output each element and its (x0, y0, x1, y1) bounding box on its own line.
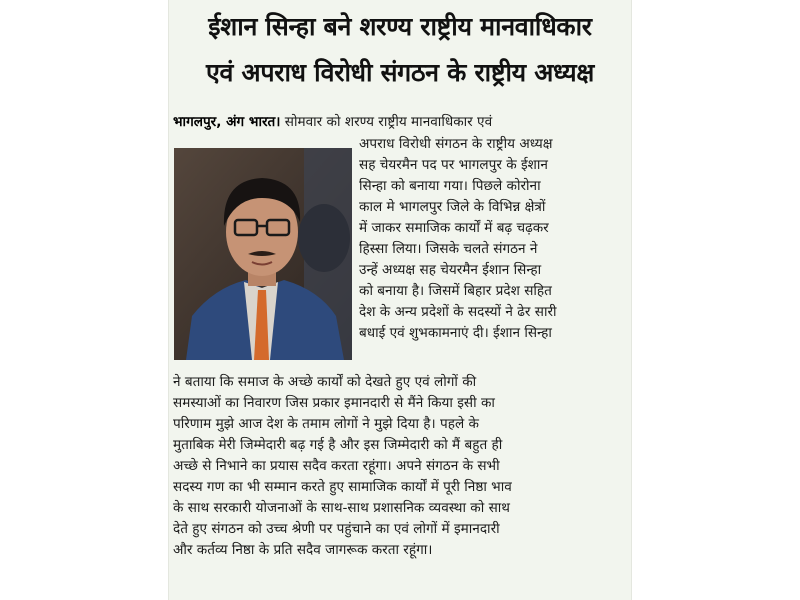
newspaper-clipping (168, 0, 632, 600)
body-line: को बनाया है। जिसमें बिहार प्रदेश सहित (359, 283, 552, 299)
body-line: के साथ सरकारी योजनाओं के साथ-साथ प्रशासनिक व्यवस्था को साथ (173, 500, 510, 516)
headline-line-1: ईशान सिन्हा बने शरण्य राष्ट्रीय मानवाधिकार (208, 12, 592, 41)
wrapped-column (359, 134, 627, 344)
body-line: उन्हें अध्यक्ष सह चेयरमैन ईशान सिन्हा (359, 262, 542, 278)
body-line: देश के अन्य प्रदेशों के सदस्यों ने ढेर सारी (359, 304, 557, 320)
body-line: हिस्सा लिया। जिसके चलते संगठन ने (359, 241, 538, 257)
body-line: सह चेयरमैन पद पर भागलपुर के ईशान (359, 157, 548, 173)
body-first-line-text: सोमवार को शरण्य राष्ट्रीय मानवाधिकार एवं (280, 114, 493, 130)
full-width-body (173, 372, 627, 561)
body-line: अच्छे से निभाने का प्रयास सदैव करता रहूंगा। अपने संगठन के सभी (173, 458, 500, 474)
body-line: देते हुए संगठन को उच्च श्रेणी पर पहुंचाने का एवं लोगों में इमानदारी (173, 521, 500, 537)
dateline: भागलपुर, अंग भारत। (173, 114, 281, 130)
body-line: मुताबिक मेरी जिम्मेदारी बढ़ गई है और इस जिम्मेदारी को मैं बहुत ही (173, 437, 503, 453)
body-line: अपराध विरोधी संगठन के राष्ट्रीय अध्यक्ष (359, 136, 553, 152)
headline-line-2: एवं अपराध विरोधी संगठन के राष्ट्रीय अध्यक्ष (206, 58, 594, 87)
body-line: बधाई एवं शुभकामनाएं दी। ईशान सिन्हा (359, 325, 552, 341)
portrait-photo (174, 148, 352, 360)
body-line: सिन्हा को बनाया गया। पिछले कोरोना (359, 178, 541, 194)
body-line: ने बताया कि समाज के अच्छे कार्यों को देखते हुए एवं लोगों की (173, 374, 477, 390)
body-line: परिणाम मुझे आज देश के तमाम लोगों ने मुझे दिया है। पहले के (173, 416, 479, 432)
body-line: काल मे भागलपुर जिले के विभिन्न क्षेत्रों (359, 199, 546, 215)
first-body-line (173, 112, 625, 133)
body-line: सदस्य गण का भी सम्मान करते हुए सामाजिक कार्यों में पूरी निष्ठा भाव (173, 479, 512, 495)
body-line: समस्याओं का निवारण जिस प्रकार इमानदारी से मैंने किया इसी का (173, 395, 495, 411)
body-line: में जाकर समाजिक कार्यों में बढ़ चढ़कर (359, 220, 549, 236)
body-line: और कर्तव्य निष्ठा के प्रति सदैव जागरूक करता रहूंगा। (173, 542, 433, 558)
